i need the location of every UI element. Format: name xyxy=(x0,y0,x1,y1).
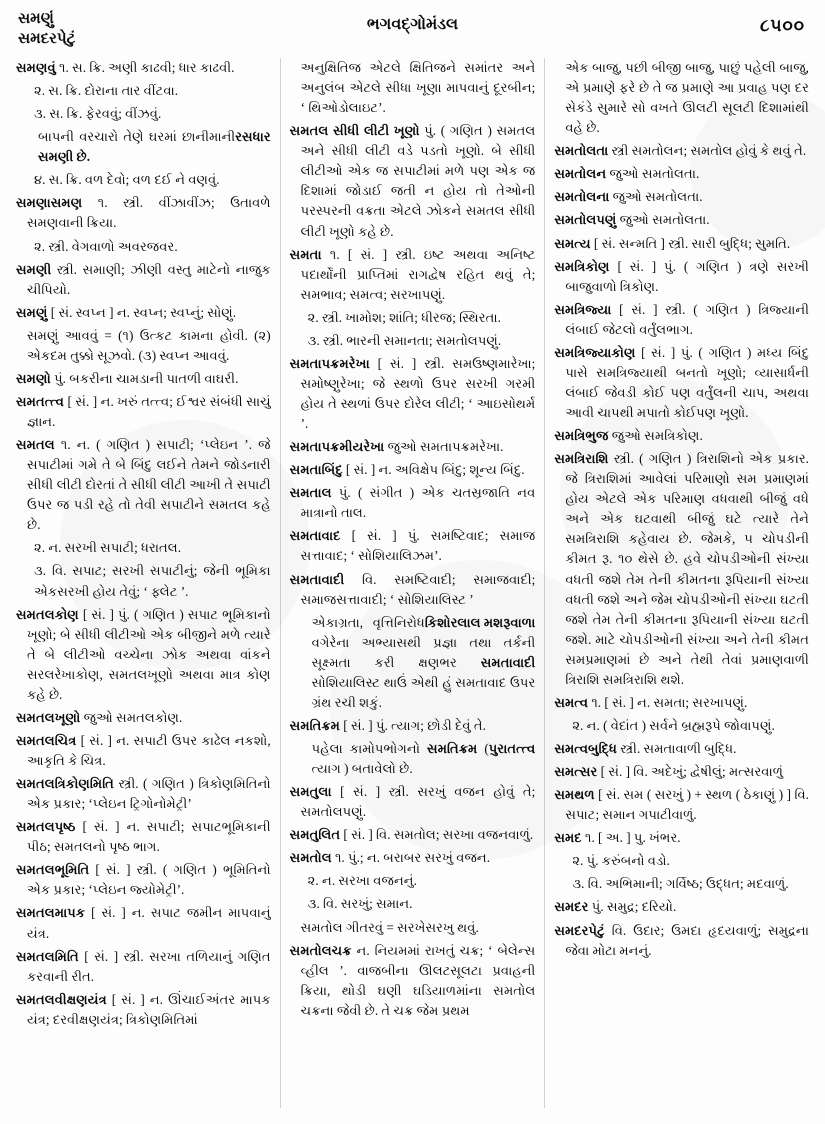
dictionary-entry xyxy=(554,426,809,446)
entry-definition: [ સં. ] સ્ત્રી. ( ગણિત ) ભૂમિતિનો એક પ્રકાર; ‘પ્લેઇન જ્યોમેટ્રી’. xyxy=(27,862,271,898)
dictionary-entry xyxy=(290,437,536,457)
dictionary-entry xyxy=(554,210,809,230)
entry-headword: સમત્સર xyxy=(554,764,598,780)
entry-continuation: અનુક્ષિતિજ એટલે ક્ષિતિજને સમાંતર અને અનુલંબ એટલે સીધા ખૂણા માપવાનું દૂરબીન; ‘ થિઓડોલાઇટ’. xyxy=(300,60,536,116)
entry-headword: સમતાબિંદુ xyxy=(289,462,343,478)
entry-definition: [ સં. ] ન. સપાટ જમીન માપવાનું યંત્ર. xyxy=(27,905,271,941)
entry-headword: સમતોલન xyxy=(554,166,607,182)
entry-sense: ૪. સ. ક્રિ. વળ દેવો; વળ દઈ ને વણવું. xyxy=(34,172,220,188)
column-2 xyxy=(280,58,546,1108)
entry-sense: ૨. ન. સરખા વજનનું. xyxy=(307,873,417,889)
entry-headword: સમતોલચક્ર xyxy=(289,942,352,958)
quote-text-cont: ( ત્યાગ ) બતાવેલો છે. xyxy=(311,741,489,777)
entry-definition: ૧. [ સં. ] સ્ત્રી. ઇષ્ટ અથવા અનિષ્ટ પદાર્થોંની પ્રાપ્તિમાં રાગદ્વેષ રહિત થવું તે; સમભાવ; સમત્વ; સરખાપણું. xyxy=(300,246,536,302)
entry-headword: સમણું xyxy=(16,304,48,320)
entry-continuation: સમણું આવવું = (૧) ઉત્કટ કામના હોવી. (૨) એકદમ તુક્કો સૂઝવો. (૩) સ્વપ્ન આવવું. xyxy=(27,327,271,363)
entry-definition: [ સં. સન્મતિ ] સ્ત્રી. સારી બુદ્ધિ; સુમતિ. xyxy=(590,235,791,251)
dictionary-entry xyxy=(16,435,271,535)
page-number: ૮૫૦૦ xyxy=(760,16,805,35)
entry-headword: સમતલકોણ xyxy=(16,606,79,622)
entry-headword: સમતાપક્રમીયરેખા xyxy=(289,439,385,455)
book-title: ભગવદ્‌ગોમંડલ xyxy=(366,16,459,33)
entry-continuation: સમતોલ ગીતરવું = સરખેસરખુ થવું. xyxy=(300,919,479,935)
dictionary-entry xyxy=(16,392,271,432)
dictionary-entry xyxy=(290,782,536,822)
entry-headword: સમદર xyxy=(554,899,589,915)
dictionary-entry xyxy=(16,860,271,900)
quote-keyword: સમતાવાદી xyxy=(480,654,536,670)
entry-headword: સમત્રિભુજ xyxy=(554,428,609,444)
entry-definition: જુઓ સમતોલતા. xyxy=(609,189,703,205)
entry-definition: જુઓ સમતલકોણ. xyxy=(80,709,183,725)
entry-headword: સમદ xyxy=(554,830,582,846)
entry-headword: સમતલવીક્ષણયંત્ર xyxy=(16,991,107,1007)
entry-headword: સમણવું xyxy=(16,60,56,75)
entry-definition: [ સં. ] વિ. સમતોલ; સરખા વજનવાળું. xyxy=(340,827,534,843)
column-1 xyxy=(14,58,280,1108)
dictionary-entry xyxy=(290,483,536,523)
entry-headword: સમતલખૂણો xyxy=(16,709,81,725)
entry-headword: સમતોલના xyxy=(554,189,610,205)
citation-source: કિશોરલાલ મશરૂવાળા xyxy=(424,614,536,630)
entry-definition: [ સં. ] સ્ત્રી. સમઉષ્ણમારેખા; સમોષ્ણુરેખા; જે સ્થળો ઉપર સરખી ગરમી હોય તે સ્થળાં ઉપર દોરેલ લીટી; ‘ આઇસોથર્મ ’. xyxy=(300,355,536,432)
entry-headword: સમતાપક્રમરેખા xyxy=(289,355,370,371)
dictionary-entry xyxy=(16,605,271,705)
entry-definition: [ સં. ] સ્ત્રી. સરખું વજન હોવું તે; સમતોલપણું. xyxy=(300,784,536,820)
dictionary-entry xyxy=(554,785,809,825)
dictionary-entry xyxy=(554,762,809,782)
dictionary-entry xyxy=(290,825,536,845)
dictionary-entry xyxy=(554,693,809,713)
entry-definition: [ સં. સમ ( સરખું ) + સ્થળ ( ઠેકાણું ) ] વિ. સપાટ; સમાન ગપાટીવાળું. xyxy=(565,787,809,823)
entry-definition: જુઓ સમતોલતા. xyxy=(616,212,710,228)
entry-citation-quote xyxy=(290,613,536,713)
dictionary-entry xyxy=(290,245,536,305)
entry-definition: ૧. [ સં. ] ન. સમતા; સરખાપણું. xyxy=(588,694,748,710)
entry-sense: ૨. પું. કરુંબનો વડો. xyxy=(572,853,670,869)
entry-headword: સમતલભૂમિતિ xyxy=(16,862,90,878)
dictionary-entry xyxy=(16,774,271,814)
entry-headword: સમતા xyxy=(289,246,322,262)
guide-word-first: સમણુંં xyxy=(18,11,54,27)
entry-sense: ૩. વિ. સરખું; સમાન. xyxy=(307,896,413,912)
dictionary-entry xyxy=(16,58,271,78)
entry-headword: સમતલચિત્ર xyxy=(16,732,77,748)
entry-definition: પું. બકરીના ચામડાની પાતળી વાઘરી. xyxy=(50,370,239,386)
entry-headword: સમત્રિકોણ xyxy=(554,258,610,274)
entry-definition: ૧. [ અ. ] પુ. ખંભર. xyxy=(581,830,681,846)
quote-text: એકાગ્રતા, વૃત્તિનિરોધ વગેરેના અભ્યાસથી પ્રજ્ઞા તથા તર્કની સૂક્ષ્મતા કરી ક્ષણભર xyxy=(311,614,536,670)
entry-headword: સમતત્ત્વ xyxy=(16,393,64,409)
entry-headword: સમતાલ xyxy=(289,485,332,501)
dictionary-entry xyxy=(16,731,271,771)
entry-headword: સમત્રિજ્યા xyxy=(554,301,612,317)
entry-headword: સમત્વબુદ્ધિ xyxy=(554,741,617,756)
entry-definition: ૧. ન. ( ગણિત ) સપાટી; ‘પ્લેઇન ’. જે સપાટીમાં ગમે તે બે બિંદુ લઈને તેમને જોડનારી સીધી લીટી દોરતાં તે સીધી લીટી આખી તે સપાટી ઉપર જ પડી રહે તો તેવી સપાટીને સમતલ કહે છે. xyxy=(27,437,271,533)
entry-definition: ન. નિયમમાં રાખતું ચક્ર; ‘ બેલેન્સ વ્હીલ ’. વાજબીના ઊલટસૂલટા પ્રવાહની ક્રિયા, થોડી ઘણી ઘડિયાળમાંના સમતોલ ચક્રના જેવી છે. તે ચક્ર જેમ પ્રથમ xyxy=(300,942,536,1018)
entry-definition: સ્ત્રી. ( ગણિત ) ત્રિરાશિનો એક પ્રકાર. જે ત્રિરાશિમાં આવેલાં પરિમાણો સમ પ્રમાણમાં હોય એટલે એક પરિમાણ વધવાથી બીજું વધે અને એક ઘટવાથી બીજું ઘટે ત્યારે તેને સમત્રિરાશિ કહેવાય છે. જેમકે, ૫ ચોપડીની કીમત રૂ. ૧૦ થેસે છે. હવે ચોપડીઓની સંખ્યા વધતી જશે તેમ તેની કીમતના રૂપિયાની સંખ્યા વધતી જશે અને જેમ ચોપડીઓની સંખ્યા ઘટતી જશે તેમ તેની કીમતના રૂપિયાની સંખ્યા ઘટતી જશે. માટે ચોપડીઓની સંખ્યા અને તેની કીમત સમપ્રમાણમાં છે અને તેથી તેવાં પ્રમાણવાળી ત્રિરાશિ સમત્રિરાશિ થશે. xyxy=(565,451,809,687)
entry-headword: સમતલ સીધી લીટી ખૂણો xyxy=(289,123,420,139)
entry-headword: સમતિક્રમ xyxy=(289,717,340,733)
entry-sense: ૨. સ્ત્રી. વેગવાળો અવરજવર. xyxy=(34,238,178,254)
entry-headword: સમતોલપણું xyxy=(554,212,617,228)
entry-definition: [ સં. ] ન. ખરું તત્ત્વ; ઈશ્વર સંબંધી સાચું જ્ઞાન. xyxy=(27,393,271,429)
dictionary-entry xyxy=(290,848,536,868)
entry-headword: સમતાવાદ xyxy=(289,528,341,544)
dictionary-entry xyxy=(554,300,809,340)
dictionary-entry xyxy=(16,903,271,943)
entry-definition: [ સં. ] પું. ( ગણિત ) ત્રણે સરખી બાજુવાળો ત્રિકોણ. xyxy=(565,258,809,294)
quote-text: બાપની વરચારો તેણે ઘરમાં છાનીમાની xyxy=(38,129,236,145)
entry-sense: ૩. સ. ક્રિ. ફેરવવું; વીંઝવું. xyxy=(34,106,162,122)
entry-headword: સમત્રિરાશિ xyxy=(554,451,609,467)
dictionary-entry xyxy=(16,817,271,857)
quote-text-cont: સોશિયાલિસ્ટ થાઉં એથી હું સમતાવાદ ઉપર ગ્રંથ રચી શકું. xyxy=(311,674,536,710)
entry-definition: [ સં. ] વિ. અદેખું; દ્વેષીલું; મત્સરવાળું xyxy=(597,764,784,780)
entry-definition: ૧. પું.; ન. બરાબર સરખું વજન. xyxy=(331,850,491,866)
entry-definition: જુઓ સમતાપક્રમરેખા. xyxy=(384,439,504,455)
text-columns xyxy=(14,58,811,1108)
entry-definition: સ્ત્રી. ( ગણિત ) ત્રિકોણમિતિનો એક પ્રકાર; ‘પ્લેઇન ટ્રિગોનોમેટ્રી’ xyxy=(27,776,271,812)
entry-headword: સમણી xyxy=(16,261,52,277)
citation-source: રસધાર xyxy=(235,129,271,145)
entry-headword: સમતુલા xyxy=(289,784,332,800)
dictionary-entry xyxy=(554,449,809,690)
page-header xyxy=(14,10,811,58)
entry-headword: સમતુલિત xyxy=(289,827,341,843)
entry-definition: [ સં. ] પું. ( ગણિત ) સપાટ ભૂમિકાનો ખૂણો; બે સીધી લીટીઓ એક બીજીને મળે ત્યારે તે બે લીટીઓ વચ્ચેના ઝોક અથવા વાંકને સરલરેખાકોણ, સમતલખૂણો અથવા માત્ર કોણ કહે છે. xyxy=(27,606,271,702)
entry-definition: જુઓ સમતોલતા. xyxy=(606,166,700,182)
dictionary-entry xyxy=(554,897,809,917)
dictionary-entry xyxy=(290,354,536,434)
entry-sense: ૩. વિ. અભિમાની; ગર્વિષ્ઠ; ઉદ્ધત; મદવાળું. xyxy=(572,876,789,892)
quote-text: પહેલા કામોપભોગનો xyxy=(311,741,428,756)
dictionary-entry xyxy=(554,343,809,423)
dictionary-entry xyxy=(554,141,809,161)
entry-headword: સમતલત્રિકોણમિતિ xyxy=(16,776,114,792)
quote-keyword: સમતિક્રમ xyxy=(427,741,478,756)
entry-definition: [ સં. ] ન. ઊંચાઈઅંતર માપક યંત્ર; દરવીક્ષણયંત્ર; ત્રિકોણમિતિમાં xyxy=(27,991,271,1027)
entry-headword: સમતાવાદી xyxy=(289,571,345,587)
dictionary-entry xyxy=(16,369,271,389)
dictionary-entry xyxy=(290,526,536,566)
dictionary-entry xyxy=(16,708,271,728)
entry-definition: જુઓ સમત્રિકોણ. xyxy=(608,428,703,444)
entry-definition: પું. ( ગણિત ) સમતલ અને સીધી લીટી વડે પડતો ખૂણો. બે સીધી લીટીઓ એક જ સપાટીમાં મળે પણ એક જ દિશામાં જોડાઈ જતી ન હોય તો તેઓની પરસ્પરની વક્રતા એટલે ઝોકને સમતલ સીધી લીટી ખૂણો કહે છે. xyxy=(300,123,536,239)
entry-definition: [ સં. સ્વપ્ન ] ન. સ્વપ્ન; સ્વપ્નું; સોણું. xyxy=(47,304,237,320)
dictionary-entry xyxy=(554,257,809,297)
dictionary-entry xyxy=(16,193,271,233)
dictionary-entry xyxy=(290,941,536,1021)
entry-headword: સમતલમિતિ xyxy=(16,948,79,964)
entry-headword: સમતોલતા xyxy=(554,143,609,159)
entry-citation-quote xyxy=(290,739,536,779)
entry-definition: [ સં. ] ન. અવિક્ષેપ બિંદુ; શૂન્ય બિંદુ. xyxy=(342,462,525,478)
entry-definition: [ સં. ] પું. ત્યાગ; છોડી દેવું તે. xyxy=(340,717,486,733)
entry-definition: [ સં. ] સ્ત્રી. સરખા તળિયાનું ગણિત કરવાની રીત. xyxy=(27,948,271,984)
citation-source: પુરાતત્ત્વ xyxy=(488,741,536,756)
entry-definition: ૧. સ્ત્રી. વીંઝાવીંઝ; ઉતાવળે સમણવાની ક્રિયા. xyxy=(27,195,271,231)
entry-headword: સમત્ય xyxy=(554,235,591,251)
entry-definition: સ્ત્રી સમતોલન; સમતોલ હોવું કે થવું તે. xyxy=(608,143,807,159)
entry-definition: [ સં. ] ન. સપાટી ઉપર કાઢેલ નકશો, આકૃતિ કે ચિત્ર. xyxy=(27,732,271,768)
entry-definition: [ સં. ] પું. ( ગણિત ) મધ્ય બિંદુ પાસે સમત્રિજ્યાથી બનતો ખૂણો; વ્યાસાર્ધની લંબાઈ જેવડી કોઈ પણ વર્તુંલની ચાપ, અથવા આવી ચાપથી મપાતો કોઈપણ ખૂણો. xyxy=(565,344,809,420)
quote-keyword: સમણી છે. xyxy=(38,149,91,165)
entry-continuation: એક બાજુ, પછી બીજી બાજુ, પાછું પહેલી બાજુ, એ પ્રમાણે ફરે છે તે જ પ્રમાણે આ પ્રવાહ પણ દર સેકંડે સુમારે સો વખતે ઊલટી સૂલટી દિશામાંથી વહે છે. xyxy=(565,60,809,136)
dictionary-entry xyxy=(16,260,271,300)
entry-headword: સમણાસમણ xyxy=(16,195,83,211)
entry-sense: ૨. સ્ત્રી. ખામોશ; શાંતિ; ધીરજ; સ્થિરતા. xyxy=(307,309,501,325)
entry-sense: ૨. ન. સરખી સપાટી; ધરાતલ. xyxy=(34,540,182,556)
entry-definition: ૧. સ. ક્રિ. અણી કાઢવી; ધાર કાઢવી. xyxy=(55,60,235,75)
entry-sense: ૨. ન. ( વેદાંત ) સર્વને બ્રહ્મરૂપે જોવાપણું. xyxy=(572,717,775,733)
entry-headword: સમત્વ xyxy=(554,694,589,710)
entry-definition: [ સં. ] પું. સમષ્ટિવાદ; સમાજ સત્તાવાદ; ‘ સોશિયાલિઝમ’. xyxy=(300,528,536,564)
dictionary-entry xyxy=(290,460,536,480)
entry-sense: ૨. સ. ક્રિ. દોરાના તાર વીંટવા. xyxy=(34,83,179,99)
entry-headword: સમત્રિજ્યાકોણ xyxy=(554,344,636,360)
dictionary-entry xyxy=(290,121,536,241)
dictionary-entry xyxy=(16,947,271,987)
entry-definition: પું. ( સંગીત ) એક ચતસ્રજાતિ નવ માત્રાનો તાલ. xyxy=(300,485,536,521)
entry-definition: વિ. ઉદાર; ઉમદા હૃદયવાળું; સમુદ્રના જેવા મોટા મનનું. xyxy=(565,922,809,958)
entry-definition: [ સં. ] ન. સપાટી; સપાટભૂમિકાની પીઠ; સમતલનો પૃષ્ઠ ભાગ. xyxy=(27,819,271,855)
entry-headword: સમતલપૃષ્ઠ xyxy=(16,819,76,835)
entry-headword: સમતલ xyxy=(16,437,55,453)
entry-definition: [ સં. ] સ્ત્રી. ( ગણિત ) ત્રિજ્યાની લંબાઈ જેટલો વર્તુંલભાગ. xyxy=(565,301,809,337)
dictionary-entry xyxy=(290,570,536,610)
dictionary-entry xyxy=(554,164,809,184)
entry-definition: પું. સમુદ્ર; દરિયો. xyxy=(588,899,677,915)
dictionary-entry xyxy=(554,187,809,207)
entry-headword: સમદરપેટું xyxy=(554,922,605,938)
entry-headword: સમતોલ xyxy=(289,850,332,866)
dictionary-entry xyxy=(16,990,271,1030)
dictionary-entry xyxy=(554,739,809,759)
dictionary-entry xyxy=(554,921,809,961)
entry-definition: વિ. સમષ્ટિવાદી; સમાજવાદી; સમાજસત્તાવાદી; ‘ સોશિયાલિસ્ટ ’ xyxy=(300,571,536,607)
entry-headword: સમણો xyxy=(16,370,51,386)
dictionary-entry xyxy=(554,828,809,848)
guide-word-last: સમદરપેટું xyxy=(18,30,76,47)
column-3 xyxy=(545,58,811,1108)
entry-sense: ૩. વિ. સપાટ; સરખી સપાટીનું; જેની ભૂમિકા એકસરખી હોય તેવું; ‘ ફ્લેટ ’. xyxy=(34,563,271,599)
dictionary-entry xyxy=(16,303,271,323)
entry-headword: સમતલમાપક xyxy=(16,905,86,921)
entry-headword: સમથળ xyxy=(554,787,595,803)
dictionary-entry xyxy=(554,234,809,254)
entry-definition: સ્ત્રી. સમાણી; ઝીણી વસ્તુ માટેનો નાજુક ચીપિયો. xyxy=(27,261,271,297)
entry-citation-quote xyxy=(16,127,271,167)
entry-definition: સ્ત્રી. સમતાવાળી બુદ્ધિ. xyxy=(616,741,737,756)
dictionary-entry xyxy=(290,716,536,736)
entry-sense: ૩. સ્ત્રી. ભારની સમાનતા; સમતોલપણું. xyxy=(307,332,502,348)
